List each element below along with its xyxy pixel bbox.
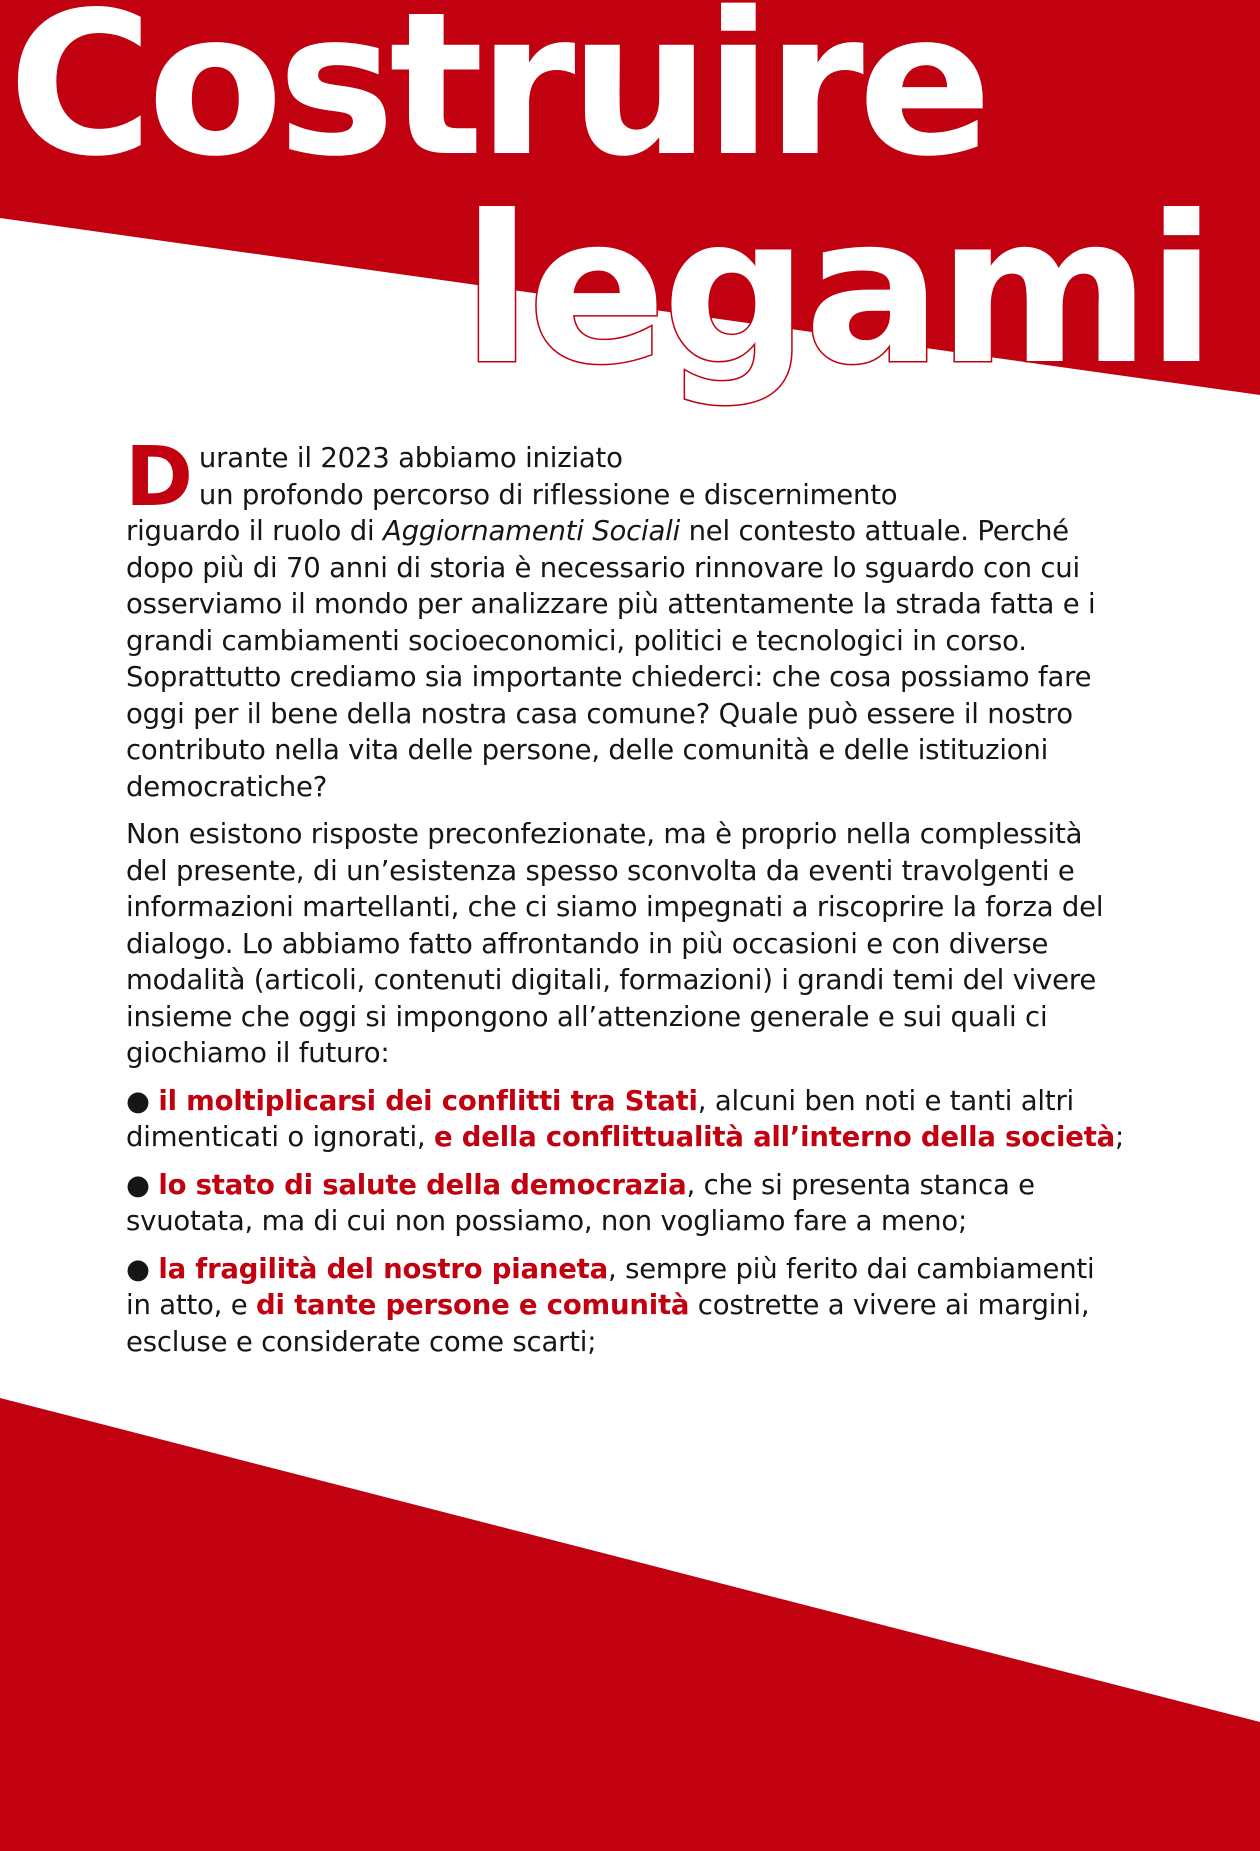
bullet-highlight: il moltiplicarsi dei conflitti tra Stati [158, 1084, 698, 1117]
article-body [125, 430, 1126, 1371]
bullet-marker: ● [126, 1252, 159, 1285]
bullet-text: , che si presenta stanca e svuotata, ma di cui non possiamo, non vogliamo fare a meno; [126, 1168, 1035, 1237]
bullet-highlight: di tante persone e comunità [256, 1289, 690, 1321]
intro-line-3-start: riguardo il ruolo di [126, 515, 383, 547]
bullet-marker: ● [126, 1084, 159, 1117]
intro-paragraph [125, 430, 1126, 805]
bullet-marker: ● [126, 1168, 159, 1201]
bullet-text: , sempre più ferito dai cambiamenti in atto, e [126, 1252, 1095, 1321]
intro-line-2: un profondo percorso di riflessione e discernimento [198, 478, 898, 511]
title-line-2: legami [462, 173, 1213, 410]
title-line-1: Costruire [8, 0, 987, 200]
bullet-highlight: lo stato di salute della democrazia [158, 1168, 687, 1201]
intro-line-3-end: nel contesto attuale. Perché [680, 515, 1069, 547]
bullet-text: , alcuni ben noti e tanti altri dimenticati o ignorati, [126, 1084, 1074, 1153]
drop-cap: D [125, 430, 193, 525]
bullet-highlight: e della conflittualità all’interno della società [433, 1121, 1115, 1153]
paragraph-2: Non esistono risposte preconfezionate, ma è proprio nella complessità del presente, di un’esistenza spesso sconvolta da eventi travolgenti e informazioni martellanti, che ci siamo impegnati a riscoprire la forza del dialogo. Lo abbiamo fatto affrontando in più occasioni e con diverse modalità (articoli, contenuti digitali, formazioni) i grandi temi del vivere insieme che oggi si impongono all’attenzione generale e sui quali ci giochiamo il futuro: [126, 818, 1104, 1069]
bullet-item [126, 1167, 1126, 1240]
bullet-item [126, 1251, 1126, 1361]
bottom-red-band [0, 1398, 1260, 1851]
intro-body: dopo più di 70 anni di storia è necessario rinnovare lo sguardo con cui osserviamo il mondo per analizzare più attentamente la strada fatta e i grandi cambiamenti socioeconomici, politici e tecnologici in corso. Soprattutto crediamo sia importante chiederci: che cosa possiamo fare oggi per il bene della nostra casa comune? Quale può essere il nostro contributo nella vita delle persone, delle comunità e delle istituzioni democratiche? [126, 551, 1096, 803]
bullet-item [126, 1083, 1126, 1156]
bullet-highlight: la fragilità del nostro pianeta [158, 1252, 608, 1285]
bullet-text: costrette a vivere ai margini, escluse e considerate come scarti; [126, 1289, 1090, 1358]
intro-line-1: urante il 2023 abbiamo iniziato [198, 442, 623, 474]
magazine-name: Aggiornamenti Sociali [382, 515, 681, 547]
bullet-text: ; [1115, 1121, 1125, 1153]
